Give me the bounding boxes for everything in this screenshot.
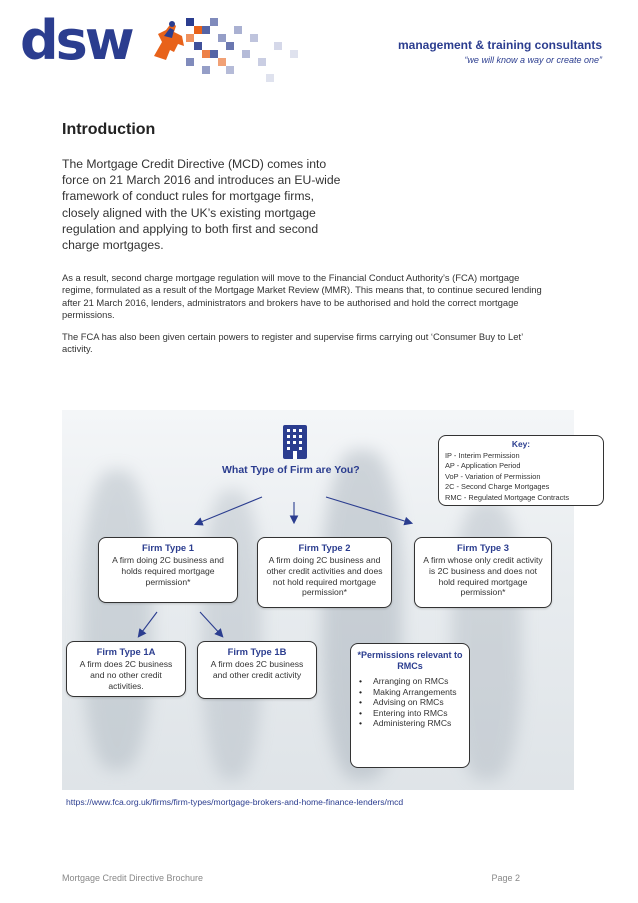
firm-subtype-title: Firm Type 1B	[227, 646, 287, 657]
dsw-logo	[20, 9, 220, 80]
pixel-pattern-icon	[180, 14, 340, 94]
key-row: AP - Application Period	[445, 461, 521, 471]
key-title: Key:	[511, 439, 531, 449]
firm-type-desc: A firm doing 2C business and holds required mortgage permission*	[112, 555, 224, 587]
firm-subtype-desc: A firm does 2C business and other credit activity	[210, 659, 304, 680]
tagline-sub: “we will know a way or create one”	[464, 55, 602, 65]
firm-type-title: Firm Type 3	[457, 542, 509, 553]
page-header	[0, 0, 638, 85]
horse-rider-icon	[144, 16, 194, 66]
firm-type-1a-box	[66, 641, 186, 697]
firm-type-2-box	[257, 537, 392, 608]
key-box	[438, 435, 604, 506]
permission-item: • Entering into RMCs	[357, 708, 463, 719]
page-number: Page 2	[491, 873, 520, 883]
permissions-list	[357, 676, 463, 729]
permission-item: • Advising on RMCs	[357, 697, 463, 708]
building-icon	[283, 425, 307, 459]
key-row: RMC - Regulated Mortgage Contracts	[445, 492, 570, 502]
firm-type-title: Firm Type 1	[142, 542, 194, 553]
firm-type-title: Firm Type 2	[298, 542, 351, 553]
firm-type-1b-box	[197, 641, 317, 699]
intro-title: Introduction	[62, 121, 156, 138]
intro-lead: The Mortgage Credit Directive (MCD) comes into force on 21 March 2016 and introduces an EU-wide framework of conduct rules for mortgage firms, closely aligned with the UK’s existing mortgage regulation and applying to both first and second charge mortgages.	[62, 157, 341, 253]
footer-title: Mortgage Credit Directive Brochure	[62, 873, 204, 883]
firm-type-desc: A firm doing 2C business and other credit activities and does not hold required mortgage permission*	[266, 555, 383, 598]
fca-link[interactable]: https://www.fca.org.uk/firms/firm-types/mortgage-brokers-and-home-finance-lenders/mcd	[66, 797, 404, 807]
key-row: 2C - Second Charge Mortgages	[445, 482, 550, 492]
permissions-box	[350, 643, 470, 768]
firm-subtype-desc: A firm does 2C business and no other credit activities.	[79, 659, 173, 691]
diagram-question: What Type of Firm are You?	[222, 464, 360, 476]
permission-item: • Arranging on RMCs	[357, 676, 463, 687]
logo-text: dsw	[20, 9, 132, 72]
permissions-title: *Permissions relevant to RMCs	[357, 650, 463, 671]
firm-type-1-box	[98, 537, 238, 603]
tagline-main: management & training consultants	[397, 38, 602, 52]
tagline	[398, 38, 602, 65]
intro-paragraph-1: As a result, second charge mortgage regulation will move to the Financial Conduct Authority’s (FCA) mortgage regime, formulated as a result of the Mortgage Market Review (MMR). This means that, to continue secured lending after 21 March 2016, lenders, administrators and brokers have to be authorised and hold the correct mortgage permissions.	[62, 272, 542, 321]
firm-type-desc: A firm whose only credit activity is 2C business and does not hold required mortgage permission*	[423, 555, 543, 598]
key-row: IP - Interim Permission	[445, 451, 520, 460]
key-row: VoP - Variation of Permission	[445, 471, 541, 481]
intro-paragraph-2: The FCA has also been given certain powers to register and supervise firms carrying out ‘Consumer Buy to Let’ activity.	[62, 331, 523, 355]
permission-item: • Administering RMCs	[357, 718, 463, 729]
firm-type-3-box	[414, 537, 552, 608]
firm-subtype-title: Firm Type 1A	[96, 646, 156, 657]
permission-item: • Making Arrangements	[357, 687, 463, 698]
